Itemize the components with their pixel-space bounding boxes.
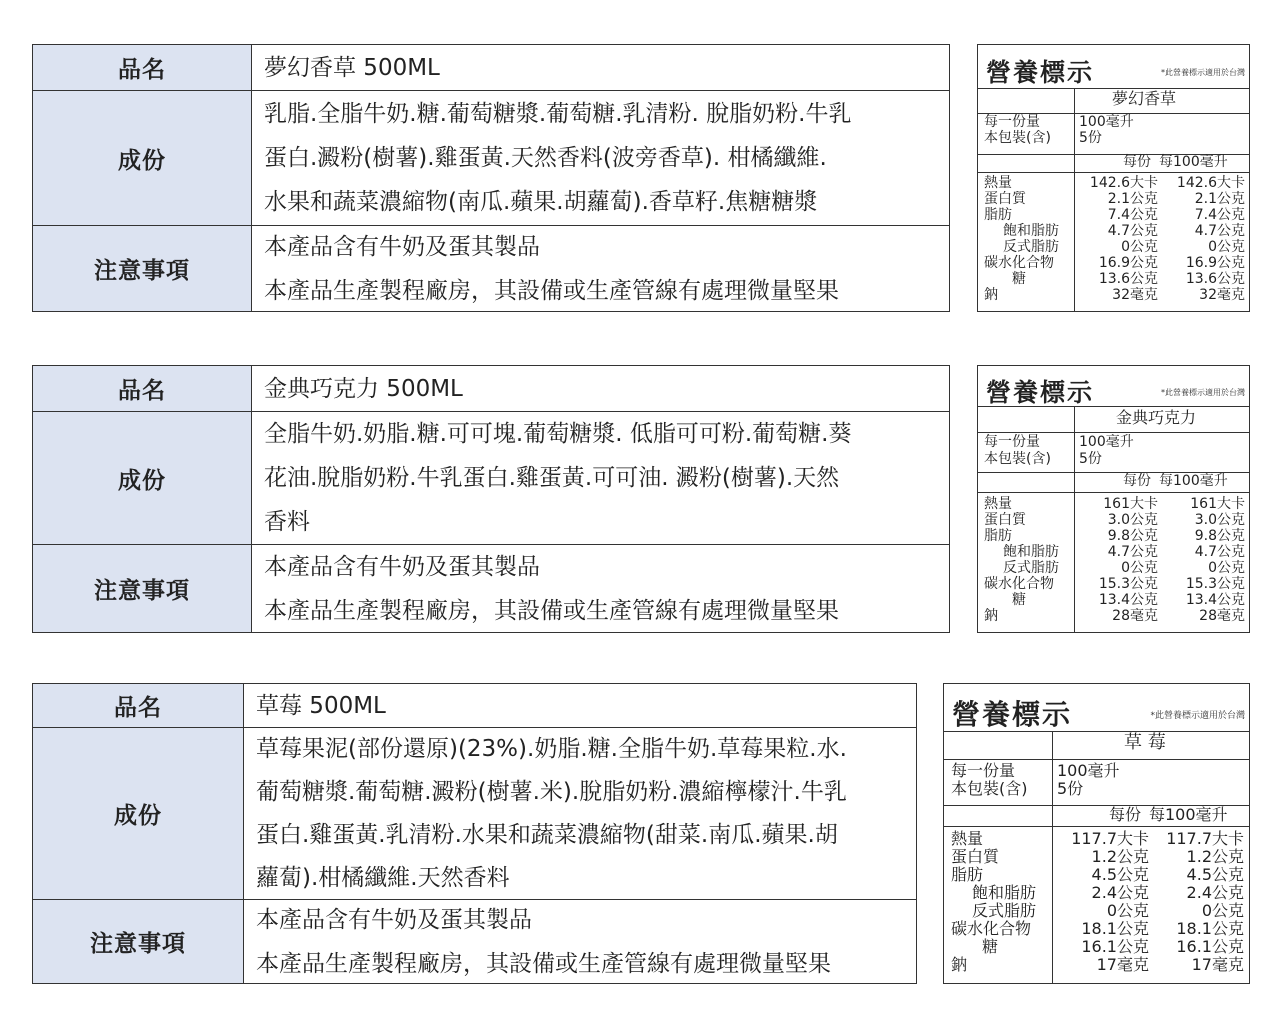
serving-size-label: 每一份量 — [984, 434, 1040, 450]
product-info-table — [32, 683, 917, 984]
servings-label: 本包裝(含) — [984, 130, 1051, 146]
nutrition-panel — [977, 365, 1250, 633]
per-100-value: 13.6公克 — [1185, 271, 1245, 287]
notice-row — [33, 225, 949, 311]
per-100-value: 18.1公克 — [1176, 919, 1244, 938]
notice-row — [33, 899, 916, 983]
col-per-100: 每100毫升 — [1149, 805, 1228, 824]
nutrient-name: 飽和脂肪 — [1003, 223, 1059, 239]
name-header: 品名 — [33, 366, 252, 411]
per-100-value: 17毫克 — [1191, 955, 1244, 974]
ingredients-line: 全脂牛奶.奶脂.糖.可可塊.葡萄糖漿. 低脂可可粉.葡萄糖.葵 — [264, 421, 852, 447]
nutrient-name: 蛋白質 — [951, 847, 1000, 866]
nutrient-name: 飽和脂肪 — [972, 883, 1037, 902]
nutrient-name: 熱量 — [984, 175, 1012, 191]
nutrient-name: 蛋白質 — [984, 512, 1026, 528]
per-100-value: 9.8公克 — [1194, 528, 1245, 544]
per-100-value: 28毫克 — [1199, 608, 1245, 624]
per-100-value: 0公克 — [1201, 901, 1244, 920]
nutrient-name: 飽和脂肪 — [1003, 544, 1059, 560]
notice-header: 注意事項 — [33, 900, 244, 983]
per-serving-value: 17毫克 — [1096, 955, 1149, 974]
notice-header: 注意事項 — [33, 545, 252, 632]
per-100-value: 2.1公克 — [1194, 191, 1245, 207]
per-serving-value: 2.1公克 — [1107, 191, 1158, 207]
per-serving-value: 142.6大卡 — [1089, 175, 1158, 191]
ingredients-header: 成份 — [33, 91, 252, 225]
col-per-serving: 每份 — [1123, 154, 1151, 170]
product-name: 夢幻香草 500ML — [264, 54, 440, 81]
per-serving-value: 16.1公克 — [1081, 937, 1149, 956]
col-per-100: 每100毫升 — [1159, 473, 1228, 489]
per-100-value: 1.2公克 — [1186, 847, 1244, 866]
col-per-100: 每100毫升 — [1159, 154, 1228, 170]
notice-line: 本產品生產製程廠房，其設備或生產管線有處理微量堅果 — [264, 277, 839, 304]
per-serving-value: 15.3公克 — [1098, 576, 1158, 592]
per-serving-value: 0公克 — [1106, 901, 1149, 920]
ingredients-line: 葡萄糖漿.葡萄糖.澱粉(樹薯.米).脫脂奶粉.濃縮檸檬汁.牛乳 — [256, 778, 847, 805]
ingredients-line: 草莓果泥(部份還原)(23%).奶脂.糖.全脂牛奶.草莓果粒.水. — [256, 735, 847, 762]
nutrition-note: *此營養標示適用於台灣 — [1161, 68, 1245, 77]
nutrient-name: 糖 — [1012, 271, 1026, 287]
nutrient-name: 脂肪 — [984, 207, 1012, 223]
name-row — [33, 684, 916, 727]
nutrient-name: 糖 — [1012, 592, 1026, 608]
per-serving-value: 18.1公克 — [1081, 919, 1149, 938]
per-100-value: 0公克 — [1208, 560, 1245, 576]
per-100-value: 4.7公克 — [1194, 223, 1245, 239]
per-serving-value: 16.9公克 — [1098, 255, 1158, 271]
per-100-value: 4.5公克 — [1186, 865, 1244, 884]
notice-line: 本產品生產製程廠房，其設備或生產管線有處理微量堅果 — [264, 597, 839, 624]
product-name: 金典巧克力 500ML — [264, 375, 463, 402]
per-serving-value: 2.4公克 — [1091, 883, 1149, 902]
nutrient-name: 鈉 — [984, 287, 998, 303]
per-serving-value: 4.7公克 — [1107, 223, 1158, 239]
nutrition-title: 營養標示 — [986, 378, 1095, 407]
nutrient-name: 反式脂肪 — [1003, 239, 1059, 255]
ingredients-line: 花油.脫脂奶粉.牛乳蛋白.雞蛋黃.可可油. 澱粉(樹薯).天然 — [264, 465, 840, 491]
servings-label: 本包裝(含) — [984, 451, 1051, 467]
per-100-value: 3.0公克 — [1194, 512, 1245, 528]
nutrition-note: *此營養標示適用於台灣 — [1161, 388, 1245, 397]
ingredients-line: 蛋白.雞蛋黃.乳清粉.水果和蔬菜濃縮物(甜菜.南瓜.蘋果.胡 — [256, 821, 838, 848]
nutrition-title: 營養標示 — [952, 698, 1073, 731]
per-serving-value: 4.7公克 — [1107, 544, 1158, 560]
name-header: 品名 — [33, 45, 252, 90]
servings-label: 本包裝(含) — [951, 779, 1028, 798]
per-100-value: 161大卡 — [1190, 496, 1245, 512]
nutrient-name: 熱量 — [951, 829, 984, 848]
per-100-value: 117.7大卡 — [1166, 829, 1244, 848]
notice-line: 本產品含有牛奶及蛋其製品 — [264, 553, 540, 580]
per-serving-value: 28毫克 — [1112, 608, 1158, 624]
per-100-value: 15.3公克 — [1185, 576, 1245, 592]
per-serving-value: 0公克 — [1121, 239, 1158, 255]
per-serving-value: 3.0公克 — [1107, 512, 1158, 528]
nutrient-name: 鈉 — [951, 955, 968, 974]
ingredients-line: 香料 — [264, 509, 310, 535]
serving-size-value: 100毫升 — [1057, 761, 1120, 780]
ingredients-header: 成份 — [33, 728, 244, 899]
notice-line: 本產品生產製程廠房，其設備或生產管線有處理微量堅果 — [256, 950, 831, 977]
nutrient-name: 碳水化合物 — [984, 576, 1054, 592]
nutrition-panel — [977, 44, 1250, 312]
col-per-serving: 每份 — [1123, 473, 1151, 489]
notice-header: 注意事項 — [33, 226, 252, 311]
ingredients-row — [33, 411, 949, 544]
per-serving-value: 13.6公克 — [1098, 271, 1158, 287]
per-100-value: 13.4公克 — [1185, 592, 1245, 608]
nutrient-name: 鈉 — [984, 608, 998, 624]
name-row — [33, 366, 949, 411]
per-100-value: 16.9公克 — [1185, 255, 1245, 271]
per-100-value: 142.6大卡 — [1176, 175, 1245, 191]
ingredients-line: 蛋白.澱粉(樹薯).雞蛋黃.天然香料(波旁香草). 柑橘纖維. — [264, 145, 827, 171]
per-serving-value: 7.4公克 — [1107, 207, 1158, 223]
nutrient-name: 糖 — [982, 937, 999, 956]
per-serving-value: 9.8公克 — [1107, 528, 1158, 544]
nutrition-product-label: 草 莓 — [1124, 732, 1166, 753]
nutrient-name: 反式脂肪 — [1003, 560, 1059, 576]
nutrition-product-label: 金典巧克力 — [1116, 408, 1197, 427]
per-100-value: 2.4公克 — [1186, 883, 1244, 902]
product-info-table — [32, 44, 950, 312]
per-serving-value: 4.5公克 — [1091, 865, 1149, 884]
per-serving-value: 13.4公克 — [1098, 592, 1158, 608]
product-name: 草莓 500ML — [256, 692, 386, 719]
per-100-value: 16.1公克 — [1176, 937, 1244, 956]
nutrient-name: 碳水化合物 — [984, 255, 1054, 271]
ingredients-row — [33, 727, 916, 899]
col-per-serving: 每份 — [1109, 805, 1142, 824]
servings-value: 5份 — [1057, 779, 1084, 798]
ingredients-header: 成份 — [33, 412, 252, 544]
name-row — [33, 45, 949, 90]
per-100-value: 32毫克 — [1199, 287, 1245, 303]
product-info-table — [32, 365, 950, 633]
nutrient-name: 蛋白質 — [984, 191, 1026, 207]
nutrition-title: 營養標示 — [986, 58, 1095, 87]
nutrition-product-label: 夢幻香草 — [1112, 89, 1177, 108]
per-serving-value: 0公克 — [1121, 560, 1158, 576]
serving-size-value: 100毫升 — [1079, 114, 1134, 130]
nutrient-name: 碳水化合物 — [951, 919, 1032, 938]
nutrition-panel — [943, 683, 1250, 984]
ingredients-row — [33, 90, 949, 225]
notice-line: 本產品含有牛奶及蛋其製品 — [256, 906, 532, 933]
per-serving-value: 161大卡 — [1103, 496, 1158, 512]
nutrient-name: 熱量 — [984, 496, 1012, 512]
notice-line: 本產品含有牛奶及蛋其製品 — [264, 233, 540, 260]
servings-value: 5份 — [1079, 451, 1102, 467]
per-100-value: 4.7公克 — [1194, 544, 1245, 560]
nutrition-note: *此營養標示適用於台灣 — [1150, 711, 1245, 721]
servings-value: 5份 — [1079, 130, 1102, 146]
serving-size-label: 每一份量 — [984, 114, 1040, 130]
serving-size-value: 100毫升 — [1079, 434, 1134, 450]
ingredients-line: 水果和蔬菜濃縮物(南瓜.蘋果.胡蘿蔔).香草籽.焦糖糖漿 — [264, 189, 818, 215]
per-100-value: 7.4公克 — [1194, 207, 1245, 223]
per-serving-value: 117.7大卡 — [1071, 829, 1149, 848]
nutrient-name: 脂肪 — [951, 865, 984, 884]
per-100-value: 0公克 — [1208, 239, 1245, 255]
per-serving-value: 32毫克 — [1112, 287, 1158, 303]
ingredients-line: 乳脂.全脂牛奶.糖.葡萄糖漿.葡萄糖.乳清粉. 脫脂奶粉.牛乳 — [264, 101, 852, 127]
ingredients-line: 蘿蔔).柑橘纖維.天然香料 — [256, 864, 510, 891]
nutrient-name: 脂肪 — [984, 528, 1012, 544]
per-serving-value: 1.2公克 — [1091, 847, 1149, 866]
notice-row — [33, 544, 949, 632]
name-header: 品名 — [33, 684, 244, 727]
nutrient-name: 反式脂肪 — [972, 901, 1037, 920]
serving-size-label: 每一份量 — [951, 761, 1016, 780]
